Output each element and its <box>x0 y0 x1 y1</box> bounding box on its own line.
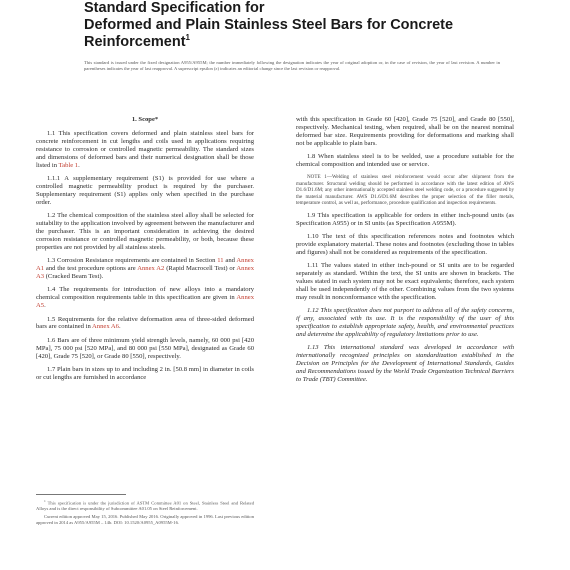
footnotes <box>36 499 254 528</box>
title-line-2: Deformed and Plain Stainless Steel Bars for Concrete <box>84 17 454 33</box>
paragraph-1-8: 1.8 When stainless steel is to be welded, use a procedure suitable for the chemical composition and intended use or service. <box>296 153 514 169</box>
section-heading-scope: 1. Scope* <box>131 116 159 123</box>
paragraph-1-9: 1.9 This specification is applicable for orders in either inch-pound units (as Specification A955) or in SI units (as Specification A955M). <box>296 211 514 227</box>
section-11-link[interactable]: 11 <box>217 257 224 265</box>
paragraph-1-7-continued: with this specification in Grade 60 [420], Grade 75 [520], and Grade 80 [550], respectively. Mechanical testing, when required, shall be on the nearest nominal deformed bar size. Requirements providing for deformations and marking shall not be applicable to plain bars. <box>296 116 514 147</box>
footnote-2: Current edition approved May 15, 2016. Published May 2016. Originally approved in 1996. Last previous edition approved in 2014 as A955/A955M – 14b. DOI: 10.1520/A0955_A0955M-16. <box>36 514 254 526</box>
title-footnote-mark: 1 <box>185 33 190 43</box>
footnote-1: $^1$ This specification is under the jurisdiction of ASTM Committee A01 on Steel, Stainless Steel and Related Alloys and is the direct responsibility of Subcommittee A01.05 on Steel Reinforcement. <box>36 499 254 512</box>
paragraph-1-6: 1.6 Bars are of three minimum yield strength levels, namely, 60 000 psi [420 MPa], 75 000 psi [520 MPa], and 80 000 psi [550 MPa], designated as Grade 60 [420], Grade 75 [520], or Grade 80 [550], respectively. <box>36 336 254 360</box>
right-column <box>296 116 514 389</box>
footnote-divider <box>36 494 126 495</box>
paragraph-1-13: 1.13 This international standard was developed in accordance with internationally recognized principles on standardization established in the Decision on Principles for the Development of International Standards, Guides and Recommendations issued by the World Trade Organization Technical Barriers to Trade (TBT) Committee. <box>296 344 514 383</box>
paragraph-1-2: 1.2 The chemical composition of the stainless steel alloy shall be selected for suitability to the application involved by agreement between the manufacturer and the purchaser. This is an important consideration in achieving the desired corrosion resistance or controlled magnetic permeability, or both, because these properties are not provided by all stainless steels. <box>36 212 254 251</box>
annex-a6-link[interactable]: Annex A6 <box>92 323 119 331</box>
paragraph-1-1: 1.1 This specification covers deformed and plain stainless steel bars for concrete reinforcement in cut lengths and coils used in applications requiring resistance to corrosion or controlled magnetic permeability. The standard sizes and dimensions of deformed bars and their numerical designation shall be those listed in Table 1. <box>36 129 254 169</box>
paragraph-1-4: 1.4 The requirements for introduction of new alloys into a mandatory chemical composition requirements table in this specification are given in Annex A5. <box>36 286 254 310</box>
issue-note: This standard is issued under the fixed designation A955/A955M; the number immediately following the designation indicates the year of original adoption or, in the case of revision, the year of last revision. A number in parentheses indicates the year of last reapproval. A superscript epsilon (ε) indicates an editorial change since the last revision or reapproval. <box>84 60 500 71</box>
paragraph-1-7: 1.7 Plain bars in sizes up to and including 2 in. [50.8 mm] in diameter in coils or cut lengths are furnished in accordance <box>36 365 254 381</box>
document-title <box>84 0 504 51</box>
title-line-1: Standard Specification for <box>84 0 265 16</box>
table-1-link[interactable]: Table 1 <box>58 161 79 169</box>
annex-a5-link[interactable]: Annex A5 <box>36 294 254 310</box>
paragraph-1-11: 1.11 The values stated in either inch-pound or SI units are to be regarded separately as standard. Within the text, the SI units are shown in brackets. The values stated in each system may not be exact equivalents; therefore, each system shall be used independently of the other. Combining values from the two systems may result in nonconformance with the specification. <box>296 262 514 301</box>
paragraph-1-12: 1.12 This specification does not purport to address all of the safety concerns, if any, associated with its use. It is the responsibility of the user of this specification to establish appropriate safety, health, and environmental practices and determine the applicability of regulatory limitations prior to use. <box>296 307 514 338</box>
paragraph-1-10: 1.10 The text of this specification references notes and footnotes which provide explanatory material. These notes and footnotes (excluding those in tables and figures) shall not be considered as requirements of the specification. <box>296 232 514 256</box>
annex-a1-link[interactable]: Annex A1 <box>36 257 254 273</box>
annex-a2-link[interactable]: Annex A2 <box>137 265 165 273</box>
paragraph-1-3: 1.3 Corrosion Resistance requirements are contained in Section 11 and Annex A1 and the test procedure options are Annex A2 (Rapid Macrocell Test) or Annex A3 (Cracked Beam Test). <box>36 257 254 281</box>
note-1: NOTE 1—Welding of stainless steel reinforcement would occur after shipment from the manufacturer. Structural welding should be performed in accordance with the latest edition of AWS D1.6/D1.6M; any other internationally accepted stainless steel welding code, or a procedure suggested by the material manufacturer. AWS D1.6/D1.6M describes the proper selection of the filler metals, temperature control, as well as, performance, procedure qualification and inspection requirements. <box>296 174 514 206</box>
title-line-3: Reinforcement$^1$ <box>84 33 190 50</box>
annex-a3-link[interactable]: Annex A3 <box>36 265 254 281</box>
paragraph-1-1-1: 1.1.1 A supplementary requirement (S1) is provided for use where a controlled magnetic permeability product is required by the purchaser. Supplementary requirement (S1) applies only when specified in the purchase order. <box>36 175 254 206</box>
left-column <box>36 116 254 387</box>
paragraph-1-5: 1.5 Requirements for the relative deformation area of three-sided deformed bars are contained in Annex A6. <box>36 315 254 331</box>
